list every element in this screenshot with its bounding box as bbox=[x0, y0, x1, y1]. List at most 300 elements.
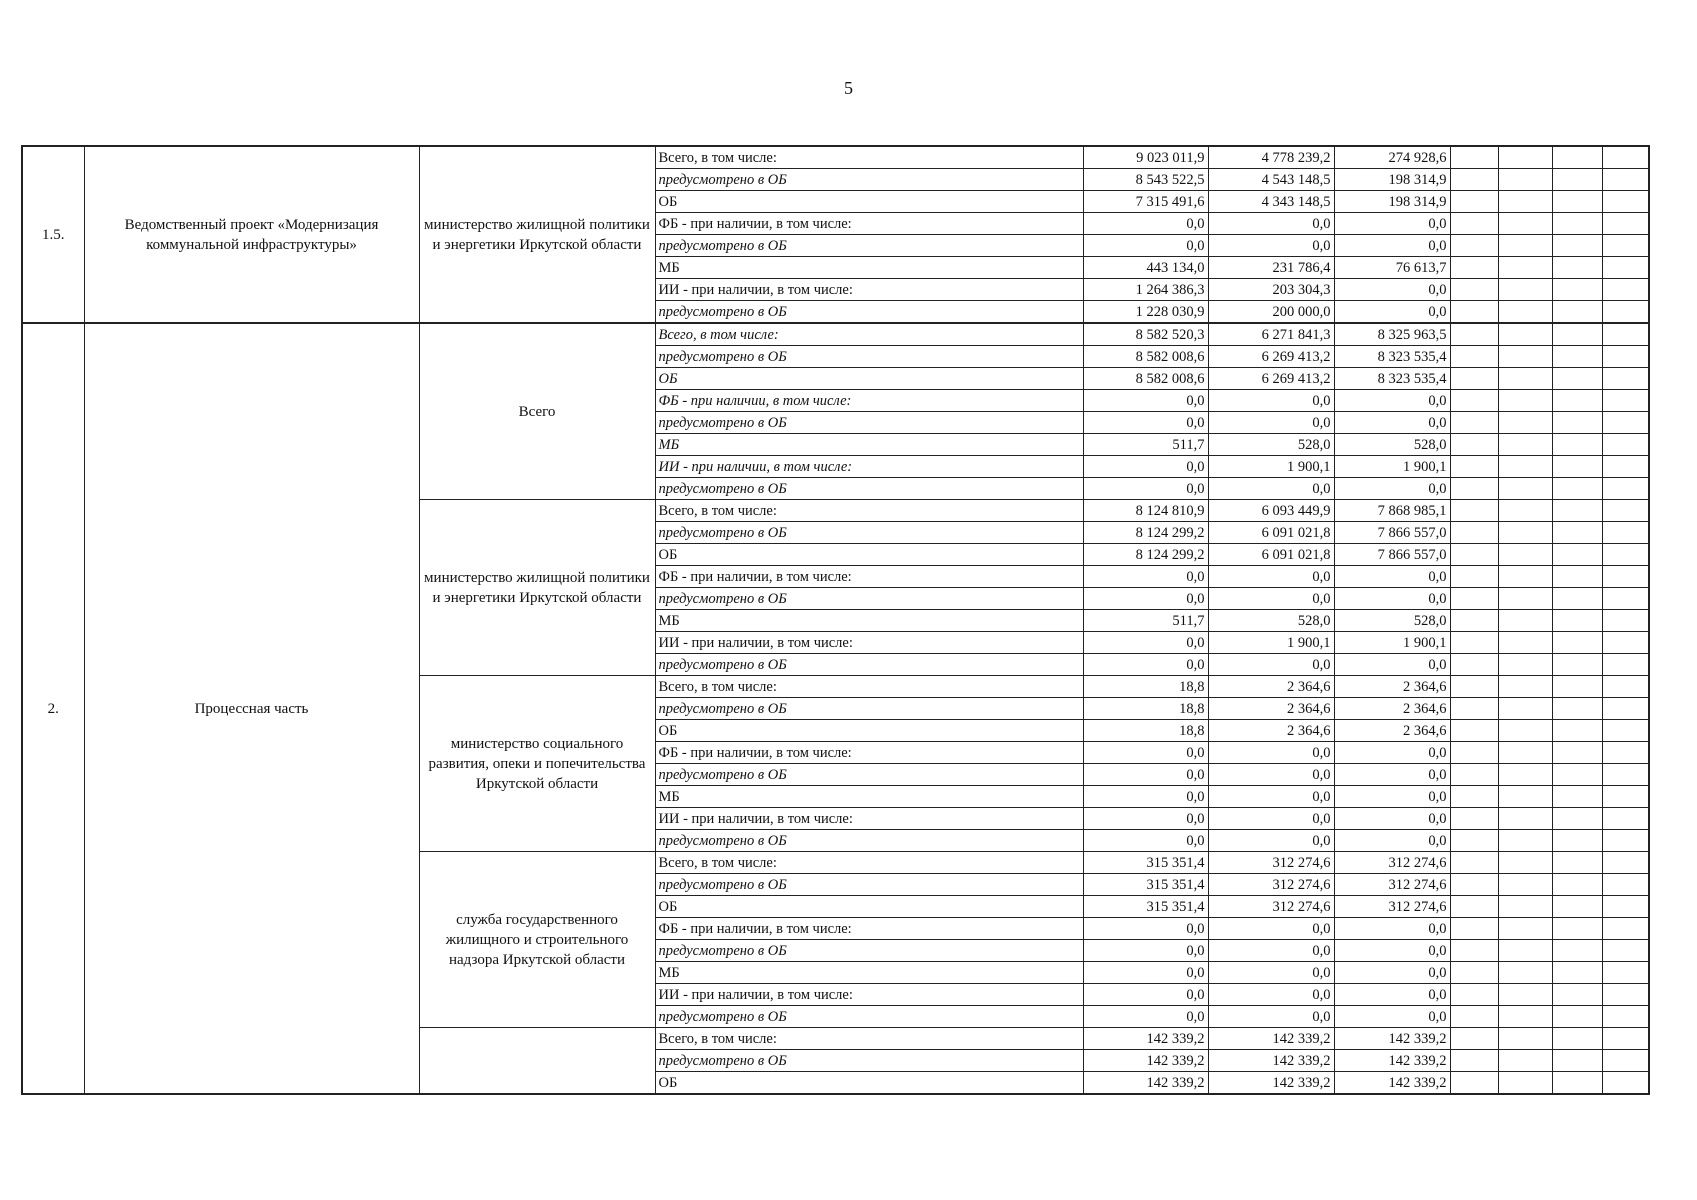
empty-cell bbox=[1602, 764, 1649, 786]
amount-year-2: 0,0 bbox=[1208, 390, 1334, 412]
funding-source-label: МБ bbox=[655, 434, 1083, 456]
amount-year-3: 8 323 535,4 bbox=[1334, 368, 1450, 390]
amount-year-1: 0,0 bbox=[1083, 588, 1208, 610]
amount-year-3: 312 274,6 bbox=[1334, 874, 1450, 896]
page-number: 5 bbox=[844, 78, 853, 98]
amount-year-2: 1 900,1 bbox=[1208, 632, 1334, 654]
empty-cell bbox=[1498, 566, 1552, 588]
empty-cell bbox=[1602, 522, 1649, 544]
empty-cell bbox=[1498, 786, 1552, 808]
empty-cell bbox=[1602, 786, 1649, 808]
empty-cell bbox=[1552, 346, 1602, 368]
amount-year-3: 7 868 985,1 bbox=[1334, 500, 1450, 522]
amount-year-3: 142 339,2 bbox=[1334, 1072, 1450, 1095]
empty-cell bbox=[1498, 169, 1552, 191]
amount-year-1: 0,0 bbox=[1083, 390, 1208, 412]
funding-source-label: предусмотрено в ОБ bbox=[655, 1006, 1083, 1028]
amount-year-1: 315 351,4 bbox=[1083, 896, 1208, 918]
funding-source-label: предусмотрено в ОБ bbox=[655, 874, 1083, 896]
empty-cell bbox=[1450, 808, 1498, 830]
funding-source-label: предусмотрено в ОБ bbox=[655, 764, 1083, 786]
amount-year-3: 0,0 bbox=[1334, 213, 1450, 235]
amount-year-2: 2 364,6 bbox=[1208, 698, 1334, 720]
amount-year-3: 0,0 bbox=[1334, 390, 1450, 412]
empty-cell bbox=[1450, 588, 1498, 610]
empty-cell bbox=[1450, 522, 1498, 544]
amount-year-3: 8 323 535,4 bbox=[1334, 346, 1450, 368]
empty-cell bbox=[1552, 896, 1602, 918]
amount-year-2: 0,0 bbox=[1208, 808, 1334, 830]
amount-year-3: 0,0 bbox=[1334, 918, 1450, 940]
empty-cell bbox=[1552, 984, 1602, 1006]
amount-year-3: 76 613,7 bbox=[1334, 257, 1450, 279]
amount-year-3: 198 314,9 bbox=[1334, 191, 1450, 213]
empty-cell bbox=[1552, 191, 1602, 213]
amount-year-1: 8 582 008,6 bbox=[1083, 368, 1208, 390]
empty-cell bbox=[1498, 390, 1552, 412]
funding-source-label: Всего, в том числе: bbox=[655, 852, 1083, 874]
funding-source-label: МБ bbox=[655, 786, 1083, 808]
amount-year-1: 0,0 bbox=[1083, 632, 1208, 654]
executor-cell: Всего bbox=[419, 323, 655, 500]
section-name: Ведомственный проект «Модернизация коммунальной инфраструктуры» bbox=[84, 146, 419, 323]
funding-source-label: предусмотрено в ОБ bbox=[655, 301, 1083, 324]
empty-cell bbox=[1498, 808, 1552, 830]
amount-year-1: 18,8 bbox=[1083, 698, 1208, 720]
empty-cell bbox=[1498, 742, 1552, 764]
amount-year-3: 0,0 bbox=[1334, 786, 1450, 808]
amount-year-3: 0,0 bbox=[1334, 764, 1450, 786]
amount-year-1: 8 582 520,3 bbox=[1083, 323, 1208, 346]
empty-cell bbox=[1498, 940, 1552, 962]
empty-cell bbox=[1552, 1006, 1602, 1028]
amount-year-3: 2 364,6 bbox=[1334, 720, 1450, 742]
empty-cell bbox=[1498, 434, 1552, 456]
funding-source-label: Всего, в том числе: bbox=[655, 323, 1083, 346]
funding-source-label: предусмотрено в ОБ bbox=[655, 830, 1083, 852]
empty-cell bbox=[1552, 786, 1602, 808]
funding-source-label: ИИ - при наличии, в том числе: bbox=[655, 808, 1083, 830]
empty-cell bbox=[1450, 566, 1498, 588]
amount-year-1: 142 339,2 bbox=[1083, 1072, 1208, 1095]
amount-year-2: 0,0 bbox=[1208, 1006, 1334, 1028]
executor-cell: министерство жилищной политики и энергетики Иркутской области bbox=[419, 146, 655, 323]
empty-cell bbox=[1498, 962, 1552, 984]
empty-cell bbox=[1450, 191, 1498, 213]
funding-source-label: ФБ - при наличии, в том числе: bbox=[655, 918, 1083, 940]
amount-year-2: 0,0 bbox=[1208, 940, 1334, 962]
empty-cell bbox=[1498, 279, 1552, 301]
amount-year-2: 0,0 bbox=[1208, 213, 1334, 235]
amount-year-1: 0,0 bbox=[1083, 654, 1208, 676]
empty-cell bbox=[1498, 654, 1552, 676]
amount-year-2: 6 269 413,2 bbox=[1208, 346, 1334, 368]
empty-cell bbox=[1552, 698, 1602, 720]
empty-cell bbox=[1450, 544, 1498, 566]
amount-year-3: 0,0 bbox=[1334, 940, 1450, 962]
empty-cell bbox=[1450, 1006, 1498, 1028]
empty-cell bbox=[1552, 390, 1602, 412]
empty-cell bbox=[1498, 588, 1552, 610]
empty-cell bbox=[1450, 323, 1498, 346]
funding-source-label: ОБ bbox=[655, 191, 1083, 213]
funding-source-label: ОБ bbox=[655, 1072, 1083, 1095]
amount-year-1: 0,0 bbox=[1083, 1006, 1208, 1028]
empty-cell bbox=[1450, 896, 1498, 918]
empty-cell bbox=[1602, 1006, 1649, 1028]
table-row bbox=[22, 323, 1649, 346]
amount-year-3: 1 900,1 bbox=[1334, 456, 1450, 478]
empty-cell bbox=[1552, 456, 1602, 478]
empty-cell bbox=[1552, 918, 1602, 940]
executor-cell: министерство жилищной политики и энергетики Иркутской области bbox=[419, 500, 655, 676]
amount-year-3: 0,0 bbox=[1334, 1006, 1450, 1028]
empty-cell bbox=[1498, 478, 1552, 500]
empty-cell bbox=[1552, 279, 1602, 301]
empty-cell bbox=[1602, 720, 1649, 742]
empty-cell bbox=[1552, 213, 1602, 235]
empty-cell bbox=[1602, 588, 1649, 610]
empty-cell bbox=[1450, 830, 1498, 852]
empty-cell bbox=[1602, 610, 1649, 632]
amount-year-2: 528,0 bbox=[1208, 610, 1334, 632]
amount-year-2: 312 274,6 bbox=[1208, 874, 1334, 896]
funding-source-label: ИИ - при наличии, в том числе: bbox=[655, 279, 1083, 301]
amount-year-3: 274 928,6 bbox=[1334, 146, 1450, 169]
empty-cell bbox=[1498, 830, 1552, 852]
empty-cell bbox=[1450, 610, 1498, 632]
amount-year-2: 142 339,2 bbox=[1208, 1028, 1334, 1050]
empty-cell bbox=[1552, 940, 1602, 962]
amount-year-1: 0,0 bbox=[1083, 940, 1208, 962]
empty-cell bbox=[1552, 764, 1602, 786]
empty-cell bbox=[1450, 279, 1498, 301]
empty-cell bbox=[1498, 456, 1552, 478]
funding-source-label: предусмотрено в ОБ bbox=[655, 522, 1083, 544]
empty-cell bbox=[1602, 434, 1649, 456]
amount-year-3: 312 274,6 bbox=[1334, 852, 1450, 874]
empty-cell bbox=[1450, 720, 1498, 742]
funding-source-label: ОБ bbox=[655, 720, 1083, 742]
empty-cell bbox=[1602, 1050, 1649, 1072]
amount-year-3: 528,0 bbox=[1334, 610, 1450, 632]
funding-source-label: Всего, в том числе: bbox=[655, 146, 1083, 169]
empty-cell bbox=[1498, 720, 1552, 742]
amount-year-3: 0,0 bbox=[1334, 742, 1450, 764]
amount-year-3: 198 314,9 bbox=[1334, 169, 1450, 191]
empty-cell bbox=[1450, 478, 1498, 500]
empty-cell bbox=[1552, 235, 1602, 257]
amount-year-1: 18,8 bbox=[1083, 720, 1208, 742]
amount-year-2: 0,0 bbox=[1208, 654, 1334, 676]
empty-cell bbox=[1498, 1050, 1552, 1072]
empty-cell bbox=[1602, 566, 1649, 588]
empty-cell bbox=[1552, 434, 1602, 456]
empty-cell bbox=[1498, 698, 1552, 720]
empty-cell bbox=[1602, 940, 1649, 962]
empty-cell bbox=[1552, 632, 1602, 654]
empty-cell bbox=[1602, 874, 1649, 896]
empty-cell bbox=[1552, 478, 1602, 500]
amount-year-1: 8 582 008,6 bbox=[1083, 346, 1208, 368]
empty-cell bbox=[1450, 698, 1498, 720]
funding-source-label: предусмотрено в ОБ bbox=[655, 412, 1083, 434]
funding-source-label: ОБ bbox=[655, 368, 1083, 390]
empty-cell bbox=[1602, 984, 1649, 1006]
empty-cell bbox=[1450, 1072, 1498, 1095]
executor-cell: министерство социального развития, опеки и попечительства Иркутской области bbox=[419, 676, 655, 852]
amount-year-2: 312 274,6 bbox=[1208, 896, 1334, 918]
empty-cell bbox=[1450, 213, 1498, 235]
amount-year-2: 0,0 bbox=[1208, 412, 1334, 434]
empty-cell bbox=[1552, 146, 1602, 169]
empty-cell bbox=[1498, 1028, 1552, 1050]
amount-year-2: 6 091 021,8 bbox=[1208, 522, 1334, 544]
funding-source-label: ОБ bbox=[655, 896, 1083, 918]
amount-year-1: 7 315 491,6 bbox=[1083, 191, 1208, 213]
funding-source-label: ФБ - при наличии, в том числе: bbox=[655, 213, 1083, 235]
amount-year-1: 0,0 bbox=[1083, 213, 1208, 235]
empty-cell bbox=[1602, 456, 1649, 478]
funding-source-label: предусмотрено в ОБ bbox=[655, 654, 1083, 676]
amount-year-2: 6 269 413,2 bbox=[1208, 368, 1334, 390]
section-number: 2. bbox=[22, 323, 84, 1094]
amount-year-2: 4 543 148,5 bbox=[1208, 169, 1334, 191]
amount-year-1: 511,7 bbox=[1083, 434, 1208, 456]
empty-cell bbox=[1498, 852, 1552, 874]
empty-cell bbox=[1450, 632, 1498, 654]
funding-source-label: ФБ - при наличии, в том числе: bbox=[655, 742, 1083, 764]
empty-cell bbox=[1498, 235, 1552, 257]
amount-year-1: 315 351,4 bbox=[1083, 874, 1208, 896]
amount-year-3: 7 866 557,0 bbox=[1334, 522, 1450, 544]
amount-year-1: 142 339,2 bbox=[1083, 1050, 1208, 1072]
amount-year-2: 142 339,2 bbox=[1208, 1050, 1334, 1072]
funding-source-label: Всего, в том числе: bbox=[655, 500, 1083, 522]
amount-year-3: 0,0 bbox=[1334, 830, 1450, 852]
amount-year-2: 0,0 bbox=[1208, 566, 1334, 588]
empty-cell bbox=[1602, 235, 1649, 257]
amount-year-3: 0,0 bbox=[1334, 962, 1450, 984]
amount-year-1: 0,0 bbox=[1083, 808, 1208, 830]
empty-cell bbox=[1450, 786, 1498, 808]
amount-year-1: 9 023 011,9 bbox=[1083, 146, 1208, 169]
empty-cell bbox=[1552, 830, 1602, 852]
funding-source-label: Всего, в том числе: bbox=[655, 676, 1083, 698]
empty-cell bbox=[1552, 962, 1602, 984]
empty-cell bbox=[1552, 610, 1602, 632]
empty-cell bbox=[1450, 918, 1498, 940]
amount-year-3: 312 274,6 bbox=[1334, 896, 1450, 918]
amount-year-1: 0,0 bbox=[1083, 830, 1208, 852]
empty-cell bbox=[1498, 346, 1552, 368]
empty-cell bbox=[1602, 478, 1649, 500]
empty-cell bbox=[1552, 654, 1602, 676]
empty-cell bbox=[1602, 632, 1649, 654]
empty-cell bbox=[1450, 257, 1498, 279]
empty-cell bbox=[1450, 940, 1498, 962]
amount-year-1: 8 124 810,9 bbox=[1083, 500, 1208, 522]
amount-year-2: 0,0 bbox=[1208, 984, 1334, 1006]
empty-cell bbox=[1498, 412, 1552, 434]
empty-cell bbox=[1552, 808, 1602, 830]
empty-cell bbox=[1602, 742, 1649, 764]
empty-cell bbox=[1450, 412, 1498, 434]
empty-cell bbox=[1498, 1072, 1552, 1095]
amount-year-2: 312 274,6 bbox=[1208, 852, 1334, 874]
amount-year-3: 0,0 bbox=[1334, 301, 1450, 324]
section-name: Процессная часть bbox=[84, 323, 419, 1094]
amount-year-2: 0,0 bbox=[1208, 764, 1334, 786]
amount-year-3: 0,0 bbox=[1334, 808, 1450, 830]
empty-cell bbox=[1450, 742, 1498, 764]
empty-cell bbox=[1602, 500, 1649, 522]
amount-year-2: 0,0 bbox=[1208, 478, 1334, 500]
empty-cell bbox=[1552, 323, 1602, 346]
empty-cell bbox=[1450, 676, 1498, 698]
funding-source-label: предусмотрено в ОБ bbox=[655, 940, 1083, 962]
empty-cell bbox=[1602, 1028, 1649, 1050]
empty-cell bbox=[1498, 522, 1552, 544]
empty-cell bbox=[1602, 896, 1649, 918]
empty-cell bbox=[1498, 544, 1552, 566]
empty-cell bbox=[1552, 544, 1602, 566]
amount-year-1: 8 124 299,2 bbox=[1083, 544, 1208, 566]
amount-year-1: 8 543 522,5 bbox=[1083, 169, 1208, 191]
amount-year-2: 1 900,1 bbox=[1208, 456, 1334, 478]
empty-cell bbox=[1602, 830, 1649, 852]
budget-table-body bbox=[22, 146, 1649, 1094]
empty-cell bbox=[1498, 764, 1552, 786]
amount-year-2: 0,0 bbox=[1208, 830, 1334, 852]
empty-cell bbox=[1498, 610, 1552, 632]
empty-cell bbox=[1450, 390, 1498, 412]
empty-cell bbox=[1450, 764, 1498, 786]
amount-year-1: 1 228 030,9 bbox=[1083, 301, 1208, 324]
empty-cell bbox=[1450, 456, 1498, 478]
amount-year-2: 0,0 bbox=[1208, 918, 1334, 940]
table-row bbox=[22, 146, 1649, 169]
amount-year-2: 2 364,6 bbox=[1208, 720, 1334, 742]
empty-cell bbox=[1498, 146, 1552, 169]
amount-year-3: 1 900,1 bbox=[1334, 632, 1450, 654]
amount-year-3: 8 325 963,5 bbox=[1334, 323, 1450, 346]
amount-year-3: 0,0 bbox=[1334, 412, 1450, 434]
amount-year-2: 6 093 449,9 bbox=[1208, 500, 1334, 522]
empty-cell bbox=[1602, 301, 1649, 324]
amount-year-2: 0,0 bbox=[1208, 962, 1334, 984]
amount-year-3: 142 339,2 bbox=[1334, 1050, 1450, 1072]
funding-source-label: предусмотрено в ОБ bbox=[655, 698, 1083, 720]
empty-cell bbox=[1552, 1072, 1602, 1095]
amount-year-2: 0,0 bbox=[1208, 742, 1334, 764]
empty-cell bbox=[1552, 301, 1602, 324]
amount-year-3: 142 339,2 bbox=[1334, 1028, 1450, 1050]
funding-source-label: ИИ - при наличии, в том числе: bbox=[655, 456, 1083, 478]
empty-cell bbox=[1498, 368, 1552, 390]
funding-source-label: ОБ bbox=[655, 544, 1083, 566]
empty-cell bbox=[1552, 169, 1602, 191]
empty-cell bbox=[1450, 654, 1498, 676]
empty-cell bbox=[1498, 500, 1552, 522]
amount-year-3: 2 364,6 bbox=[1334, 676, 1450, 698]
empty-cell bbox=[1602, 808, 1649, 830]
empty-cell bbox=[1450, 301, 1498, 324]
amount-year-2: 200 000,0 bbox=[1208, 301, 1334, 324]
funding-source-label: предусмотрено в ОБ bbox=[655, 1050, 1083, 1072]
empty-cell bbox=[1602, 191, 1649, 213]
empty-cell bbox=[1602, 279, 1649, 301]
amount-year-3: 528,0 bbox=[1334, 434, 1450, 456]
funding-source-label: предусмотрено в ОБ bbox=[655, 169, 1083, 191]
amount-year-1: 0,0 bbox=[1083, 962, 1208, 984]
amount-year-1: 0,0 bbox=[1083, 456, 1208, 478]
amount-year-2: 203 304,3 bbox=[1208, 279, 1334, 301]
empty-cell bbox=[1602, 213, 1649, 235]
amount-year-3: 0,0 bbox=[1334, 566, 1450, 588]
empty-cell bbox=[1498, 984, 1552, 1006]
empty-cell bbox=[1450, 1050, 1498, 1072]
empty-cell bbox=[1498, 257, 1552, 279]
amount-year-3: 2 364,6 bbox=[1334, 698, 1450, 720]
empty-cell bbox=[1552, 852, 1602, 874]
amount-year-3: 0,0 bbox=[1334, 588, 1450, 610]
amount-year-3: 0,0 bbox=[1334, 279, 1450, 301]
empty-cell bbox=[1552, 874, 1602, 896]
amount-year-3: 0,0 bbox=[1334, 654, 1450, 676]
empty-cell bbox=[1602, 146, 1649, 169]
funding-source-label: Всего, в том числе: bbox=[655, 1028, 1083, 1050]
amount-year-1: 0,0 bbox=[1083, 764, 1208, 786]
empty-cell bbox=[1552, 500, 1602, 522]
empty-cell bbox=[1552, 1050, 1602, 1072]
empty-cell bbox=[1552, 412, 1602, 434]
amount-year-2: 231 786,4 bbox=[1208, 257, 1334, 279]
empty-cell bbox=[1450, 169, 1498, 191]
funding-source-label: предусмотрено в ОБ bbox=[655, 235, 1083, 257]
empty-cell bbox=[1552, 742, 1602, 764]
amount-year-1: 142 339,2 bbox=[1083, 1028, 1208, 1050]
empty-cell bbox=[1602, 676, 1649, 698]
funding-source-label: ИИ - при наличии, в том числе: bbox=[655, 632, 1083, 654]
amount-year-1: 1 264 386,3 bbox=[1083, 279, 1208, 301]
budget-table bbox=[21, 145, 1650, 1095]
empty-cell bbox=[1602, 852, 1649, 874]
empty-cell bbox=[1602, 544, 1649, 566]
amount-year-1: 0,0 bbox=[1083, 235, 1208, 257]
empty-cell bbox=[1498, 191, 1552, 213]
empty-cell bbox=[1498, 918, 1552, 940]
empty-cell bbox=[1552, 1028, 1602, 1050]
empty-cell bbox=[1498, 1006, 1552, 1028]
empty-cell bbox=[1602, 962, 1649, 984]
empty-cell bbox=[1498, 301, 1552, 324]
empty-cell bbox=[1602, 323, 1649, 346]
empty-cell bbox=[1498, 676, 1552, 698]
amount-year-1: 0,0 bbox=[1083, 412, 1208, 434]
section-number: 1.5. bbox=[22, 146, 84, 323]
funding-source-label: МБ bbox=[655, 610, 1083, 632]
funding-source-label: МБ bbox=[655, 962, 1083, 984]
empty-cell bbox=[1450, 500, 1498, 522]
empty-cell bbox=[1602, 1072, 1649, 1095]
empty-cell bbox=[1602, 169, 1649, 191]
empty-cell bbox=[1552, 588, 1602, 610]
funding-source-label: предусмотрено в ОБ bbox=[655, 588, 1083, 610]
empty-cell bbox=[1552, 257, 1602, 279]
empty-cell bbox=[1602, 654, 1649, 676]
amount-year-3: 0,0 bbox=[1334, 984, 1450, 1006]
